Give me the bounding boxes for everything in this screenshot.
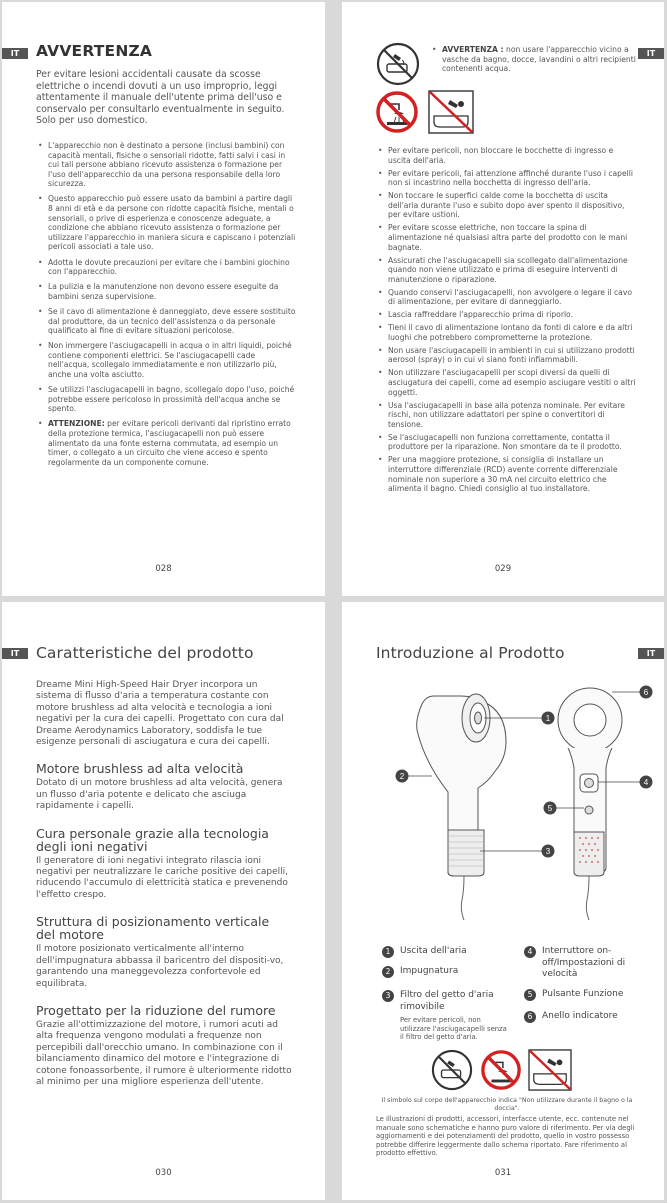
language-tag: IT (2, 48, 28, 59)
legend-item: 1 Uscita dell'aria (382, 946, 510, 958)
section-text: Grazie all'ottimizzazione del motore, i rumori acuti ad alta frequenza vengono modulati a frequenze non percepibili dall'orecchio umano. In combinazione con il bilanciamento dinamico del motore e l'integrazione di cotone fonoassorbente, il rumore è ulteriormente ridotto al minimo per una migliore esperienza dell'utente. (36, 1019, 292, 1087)
list-item: • L'apparecchio non è destinato a persone (inclusi bambini) con capacità mentali, fisiche o sensoriali ridotte, fatti salvi i casi in cui tali persone abbiano ricevuto assistenza o formazione per l'uso dell'apparecchio da una persona responsabile della loro sicurezza. (36, 141, 298, 189)
list-item: • Non immergere l'asciugacapelli in acqua o in altri liquidi, poiché contiene componenti elettrici. Se l'asciugacapelli cade nell'acqua, scollegalo immediatamente e non utilizzarlo più, anche una volta asciutto. (36, 341, 298, 379)
no-shower-icon (375, 90, 419, 134)
page-029 (342, 2, 664, 596)
language-tag: IT (2, 648, 28, 659)
section-heading: Struttura di posizionamento verticale del motore (36, 914, 270, 943)
callout-6: 6 (643, 688, 649, 697)
warning-intro: Per evitare lesioni accidentali causate da scosse elettriche o incendi dovuti a un uso improprio, leggi attentamente il manuale dell'utente prima dell'uso e conservalo per consultarlo eventualmente in seguito. Solo per uso domestico. (36, 69, 285, 127)
list-item: • Questo apparecchio può essere usato da bambini a partire dagli 8 anni di età e da persone con ridotte capacità fisiche, mentali o sensoriali, o prive di esperienza e conoscenze adeguate, a condizione che abbiano ricevuto assistenza o formazione per utilizzare l'apparecchio in maniera sicura e capiscano i potenziali pericoli associati a tale uso. (36, 194, 298, 252)
callout-2: 2 (399, 772, 405, 781)
attention-text: per evitare pericoli derivanti dal ripristino errato della protezione termica, l'asciugacapelli non può essere alimentato da una fonte esterna commutata, ad esempio un timer, o collegato a un circuito che viene acceso e spento regolarmente da un componente comune. (48, 419, 291, 467)
bath-warning (432, 45, 636, 74)
section-heading: Progettato per la riduzione del rumore (36, 1002, 276, 1018)
warning-label: AVVERTENZA : (442, 45, 504, 54)
list-item: • Per evitare scosse elettriche, non toccare la spina di alimentazione né qualsiasi altra parte del prodotto con le mani bagnate. (376, 223, 638, 252)
list-item: • Non usare l'asciugacapelli in ambienti in cui si utilizzano prodotti aerosol (spray) o in cui vi siano fonti infiammabili. (376, 346, 638, 365)
callout-3: 3 (545, 847, 551, 856)
side-view-dryer (417, 694, 506, 920)
footnote: Le illustrazioni di prodotti, accessori, interfacce utente, ecc. contenute nel manuale sono schematiche e hanno puro valore di riferimento. Per via degli aggiornamenti e dei potenziamenti del prodotto, quello in vostro possesso potrebbe differire leggermente dallo schema riportato. Fare riferimento al prodotto effettivo. (376, 1115, 635, 1158)
section-text: Il generatore di ioni negativi integrato rilascia ioni negativi per neutralizzare le cariche positive dei capelli, riducendo l'accumulo di elettricità statica e prevenendo l'effetto crespo. (36, 855, 289, 900)
list-item: • Tieni il cavo di alimentazione lontano da fonti di calore e da altri luoghi che potrebbero comprometterne la protezione. (376, 323, 638, 342)
list-item: • Lascia raffreddare l'apparecchio prima di riporlo. (376, 310, 638, 320)
product-diagram (372, 676, 649, 938)
list-item: • Non toccare le superfici calde come la bocchetta di uscita dell'aria durante l'uso e subito dopo aver spento il dispositivo, per evitare ustioni. (376, 191, 638, 220)
list-item: • Se utilizzi l'asciugacapelli in bagno, scollegalo dopo l'uso, poiché potrebbe essere pericoloso in prossimità dell'acqua anche se spento. (36, 385, 298, 414)
list-item: • Per evitare pericoli, non bloccare le bocchette di ingresso e uscita dell'aria. (376, 146, 638, 165)
page-028 (2, 2, 325, 596)
front-view-dryer (558, 688, 622, 920)
legend-item: 2 Impugnatura (382, 966, 510, 978)
warning-list (36, 141, 298, 473)
legend-item: 3 Filtro del getto d'aria rimovibile (382, 990, 510, 1013)
legend-item: 5 Pulsante Funzione (524, 989, 642, 1001)
no-bath-symbol-icon (430, 1049, 474, 1091)
list-item: • Per una maggiore protezione, si consiglia di installare un interruttore differenziale (RCD) avente corrente differenziale nominale non superiore a 30 mA nel circuito elettrico che alimenta il bagno. Chiedi consiglio al tuo installatore. (376, 455, 638, 493)
page-number: 030 (155, 1168, 172, 1178)
symbol-caption: Il simbolo sul corpo dell'apparecchio indica "Non utilizzare durante il bagno o la doccia". (381, 1097, 633, 1112)
page-031 (342, 602, 664, 1200)
list-item: • Usa l'asciugacapelli in base alla potenza nominale. Per evitare rischi, non utilizzare adattatori per spine o convertitori di tensione. (376, 401, 638, 430)
section-text: Dotato di un motore brushless ad alta velocità, genera un flusso d'aria potente e delicato che asciuga rapidamente i capelli. (36, 778, 283, 812)
warning-text: non usare l'apparecchio vicino a vasche da bagno, docce, lavandini o altri recipienti contenenti acqua. (442, 45, 636, 74)
section-text: Il motore posizionato verticalmente all'interno dell'impugnatura abbassa il baricentro del dispositi-vo, garantendo una maneggevolezza confortevole ed equilibrata. (36, 944, 284, 989)
list-item: • Adotta le dovute precauzioni per evitare che i bambini giochino con l'apparecchio. (36, 258, 298, 277)
page-number: 028 (155, 564, 172, 574)
list-item: • Per evitare pericoli, fai attenzione affinché durante l'uso i capelli non si incastrino nella bocchetta di ingresso dell'aria. (376, 169, 638, 188)
no-dryer-bath-icon (528, 1049, 572, 1091)
legend-item: 4 Interruttore on-off/Impostazioni di velocità (524, 946, 642, 981)
safety-list (376, 146, 638, 497)
language-tag: IT (638, 648, 664, 659)
page-030 (2, 602, 325, 1200)
list-item: • Assicurati che l'asciugacapelli sia scollegato dall'alimentazione quando non viene utilizzato e prima di eseguire interventi di manutenzione o riparazione. (376, 256, 638, 285)
features-intro: Dreame Mini High-Speed Hair Dryer incorpora un sistema di flusso d'aria a temperatura costante con motore brushless ad alta velocità e tecnologia a ioni negativi per la cura dei capelli. Progettato con cura dal Dreame Aerodynamics Laboratory, soddisfa le tue esigenze personali di asciugatura e cura dei capelli. (36, 680, 284, 748)
page-number: 031 (494, 1168, 512, 1178)
list-item (36, 419, 298, 467)
list-item: • Se l'asciugacapelli non funziona correttamente, contatta il produttore per la riparazione. Non smontare da te il prodotto. (376, 433, 638, 452)
list-item: • Se il cavo di alimentazione è danneggiato, deve essere sostituito dal produttore, da un tecnico dell'assistenza o da personale qualificato al fine di evitare situazioni pericolose. (36, 307, 298, 336)
section-heading: Cura personale grazie alla tecnologia degli ioni negativi (36, 825, 269, 854)
filter-note: Per evitare pericoli, non utilizzare l'asciugacapelli senza il filtro del getto d'aria. (400, 1016, 507, 1041)
features-content (36, 680, 292, 1088)
list-item: • Non utilizzare l'asciugacapelli per scopi diversi da quelli di asciugatura dei capelli, come ad esempio asciugare vestiti o altri oggetti. (376, 368, 638, 397)
warning-title: AVVERTENZA (36, 42, 153, 60)
callout-1: 1 (545, 714, 551, 723)
page-title: Caratteristiche del prodotto (36, 644, 254, 662)
callout-4: 4 (643, 778, 649, 787)
no-dryer-bath-icon (428, 90, 474, 134)
page-number: 029 (494, 564, 512, 574)
attention-label: ATTENZIONE: (48, 419, 105, 429)
section-heading: Motore brushless ad alta velocità (36, 761, 244, 777)
no-bath-symbol-icon (375, 42, 421, 86)
language-tag: IT (638, 48, 664, 59)
list-item: • La pulizia e la manutenzione non devono essere eseguite da bambini senza supervisione. (36, 282, 298, 301)
page-title: Introduzione al Prodotto (376, 644, 565, 662)
no-shower-icon (480, 1049, 522, 1091)
list-item: • Quando conservi l'asciugacapelli, non avvolgere o legare il cavo di alimentazione, per evitare di danneggiarlo. (376, 288, 638, 307)
legend-item: 6 Anello indicatore (524, 1011, 642, 1023)
callout-5: 5 (547, 804, 553, 813)
